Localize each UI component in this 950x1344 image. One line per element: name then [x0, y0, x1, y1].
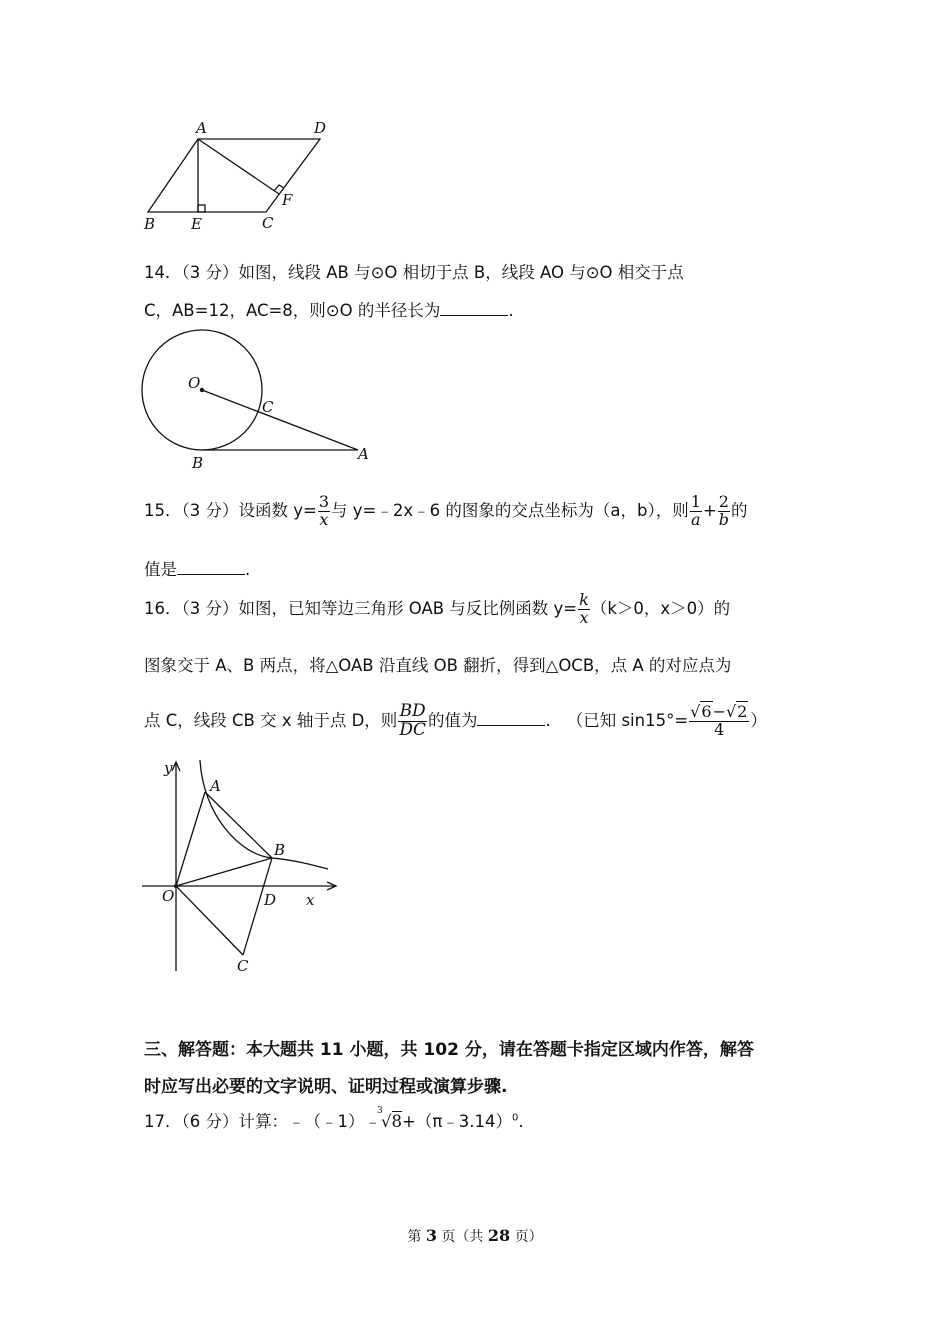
label-O: O — [162, 887, 175, 905]
q16-text2: （k＞0，x＞0）的 — [590, 598, 731, 618]
q14-text2: C，AB=12，AC=8，则⊙O 的半径长为 — [144, 301, 441, 320]
q14-number: 14． — [144, 263, 182, 282]
page-footer: 第 3 页（共 28 页） — [407, 1226, 543, 1245]
q16-text8: ） — [750, 710, 767, 730]
q15-plus: + — [702, 500, 717, 520]
q16-text7: （已知 sin15°= — [566, 710, 689, 730]
label-A: A — [210, 777, 221, 795]
label-B: B — [274, 841, 286, 859]
q17-text1: 计算：﹣（﹣1）﹣ — [238, 1112, 381, 1131]
label-A: A — [358, 445, 369, 463]
label-B: B — [144, 215, 156, 233]
q15-fraction-1-over-a: $\frac{1}{a}$ — [690, 492, 701, 529]
q16-number: 16． — [144, 598, 182, 618]
question-15-line1 — [144, 494, 747, 529]
q16-score: （3 分） — [181, 598, 239, 618]
q15-end: . — [245, 560, 251, 579]
q15-score: （3 分） — [181, 500, 239, 520]
q16-text1: 如图，已知等边三角形 OAB 与反比例函数 y= — [238, 598, 578, 618]
q16-fraction-k-over-x: $\frac{k}{x}$ — [579, 590, 589, 627]
q16-answer-blank[interactable] — [477, 711, 545, 726]
q16-text4: 点 C，线段 CB 交 x 轴于点 D，则 — [144, 710, 398, 730]
q14-end: . — [508, 301, 514, 320]
label-D: D — [264, 891, 277, 909]
parallelogram-figure — [140, 115, 340, 237]
q15-text2: 与 y=﹣2x﹣6 的图象的交点坐标为（a，b），则 — [331, 500, 689, 520]
label-x: x — [306, 891, 315, 909]
section-3-heading-line1: 三、解答题：本大题共 11 小题，共 102 分，请在答题卡指定区域内作答，解答 — [144, 1040, 754, 1060]
label-C: C — [262, 214, 274, 232]
q15-fraction-2-over-b: $\frac{2}{b}$ — [718, 492, 729, 529]
question-14-line2 — [144, 297, 514, 321]
total-pages: 28 — [487, 1226, 511, 1245]
label-O: O — [188, 374, 201, 392]
q17-exponent: 0 — [512, 1112, 519, 1124]
q16-sin15-fraction: $\frac{√6-√2}{4}$ — [690, 702, 748, 739]
label-A: A — [196, 119, 207, 137]
label-E: E — [191, 215, 202, 233]
q16-text3: 图象交于 A、B 两点，将△OAB 沿直线 OB 翻折，得到△OCB，点 A 的对应点为 — [144, 656, 732, 675]
question-15-line2 — [144, 556, 250, 580]
question-16-line2 — [144, 652, 731, 676]
q14-answer-blank[interactable] — [440, 301, 508, 316]
q16-text5: 的值为 — [427, 710, 478, 730]
question-17 — [144, 1108, 524, 1132]
label-y: y — [164, 759, 173, 777]
label-C: C — [262, 398, 274, 416]
q15-fraction-3-over-x: $\frac{3}{x}$ — [318, 492, 330, 529]
q14-score: （3 分） — [181, 263, 239, 282]
q16-text6: . — [545, 710, 551, 730]
label-B: B — [192, 454, 204, 472]
q17-text2: +（π﹣3.14） — [402, 1112, 513, 1131]
q15-text3: 的 — [730, 500, 748, 520]
q17-number: 17． — [144, 1112, 182, 1131]
question-16-line3 — [144, 703, 767, 740]
circle-tangent-figure — [138, 328, 378, 474]
label-F: F — [282, 191, 293, 209]
q15-number: 15． — [144, 500, 182, 520]
label-D: D — [314, 119, 327, 137]
q17-end: . — [518, 1112, 524, 1131]
q17-score: （6 分） — [181, 1112, 239, 1131]
q15-text1: 设函数 y= — [238, 500, 317, 520]
coordinate-figure — [140, 755, 340, 977]
q15-text4: 值是 — [144, 560, 177, 579]
section-3-heading-line2: 时应写出必要的文字说明、证明过程或演算步骤. — [144, 1077, 508, 1097]
q16-fraction-BD-over-DC: $\frac{BD}{DC}$ — [399, 701, 426, 740]
q15-answer-blank[interactable] — [177, 560, 245, 575]
label-C: C — [237, 957, 249, 975]
page-number: 3 — [425, 1226, 437, 1245]
question-16-line1 — [144, 592, 730, 627]
q14-text1: 如图，线段 AB 与⊙O 相切于点 B，线段 AO 与⊙O 相交于点 — [238, 263, 684, 282]
question-14-line1 — [144, 259, 684, 283]
q17-cube-root: 3 √8 — [377, 1106, 403, 1131]
